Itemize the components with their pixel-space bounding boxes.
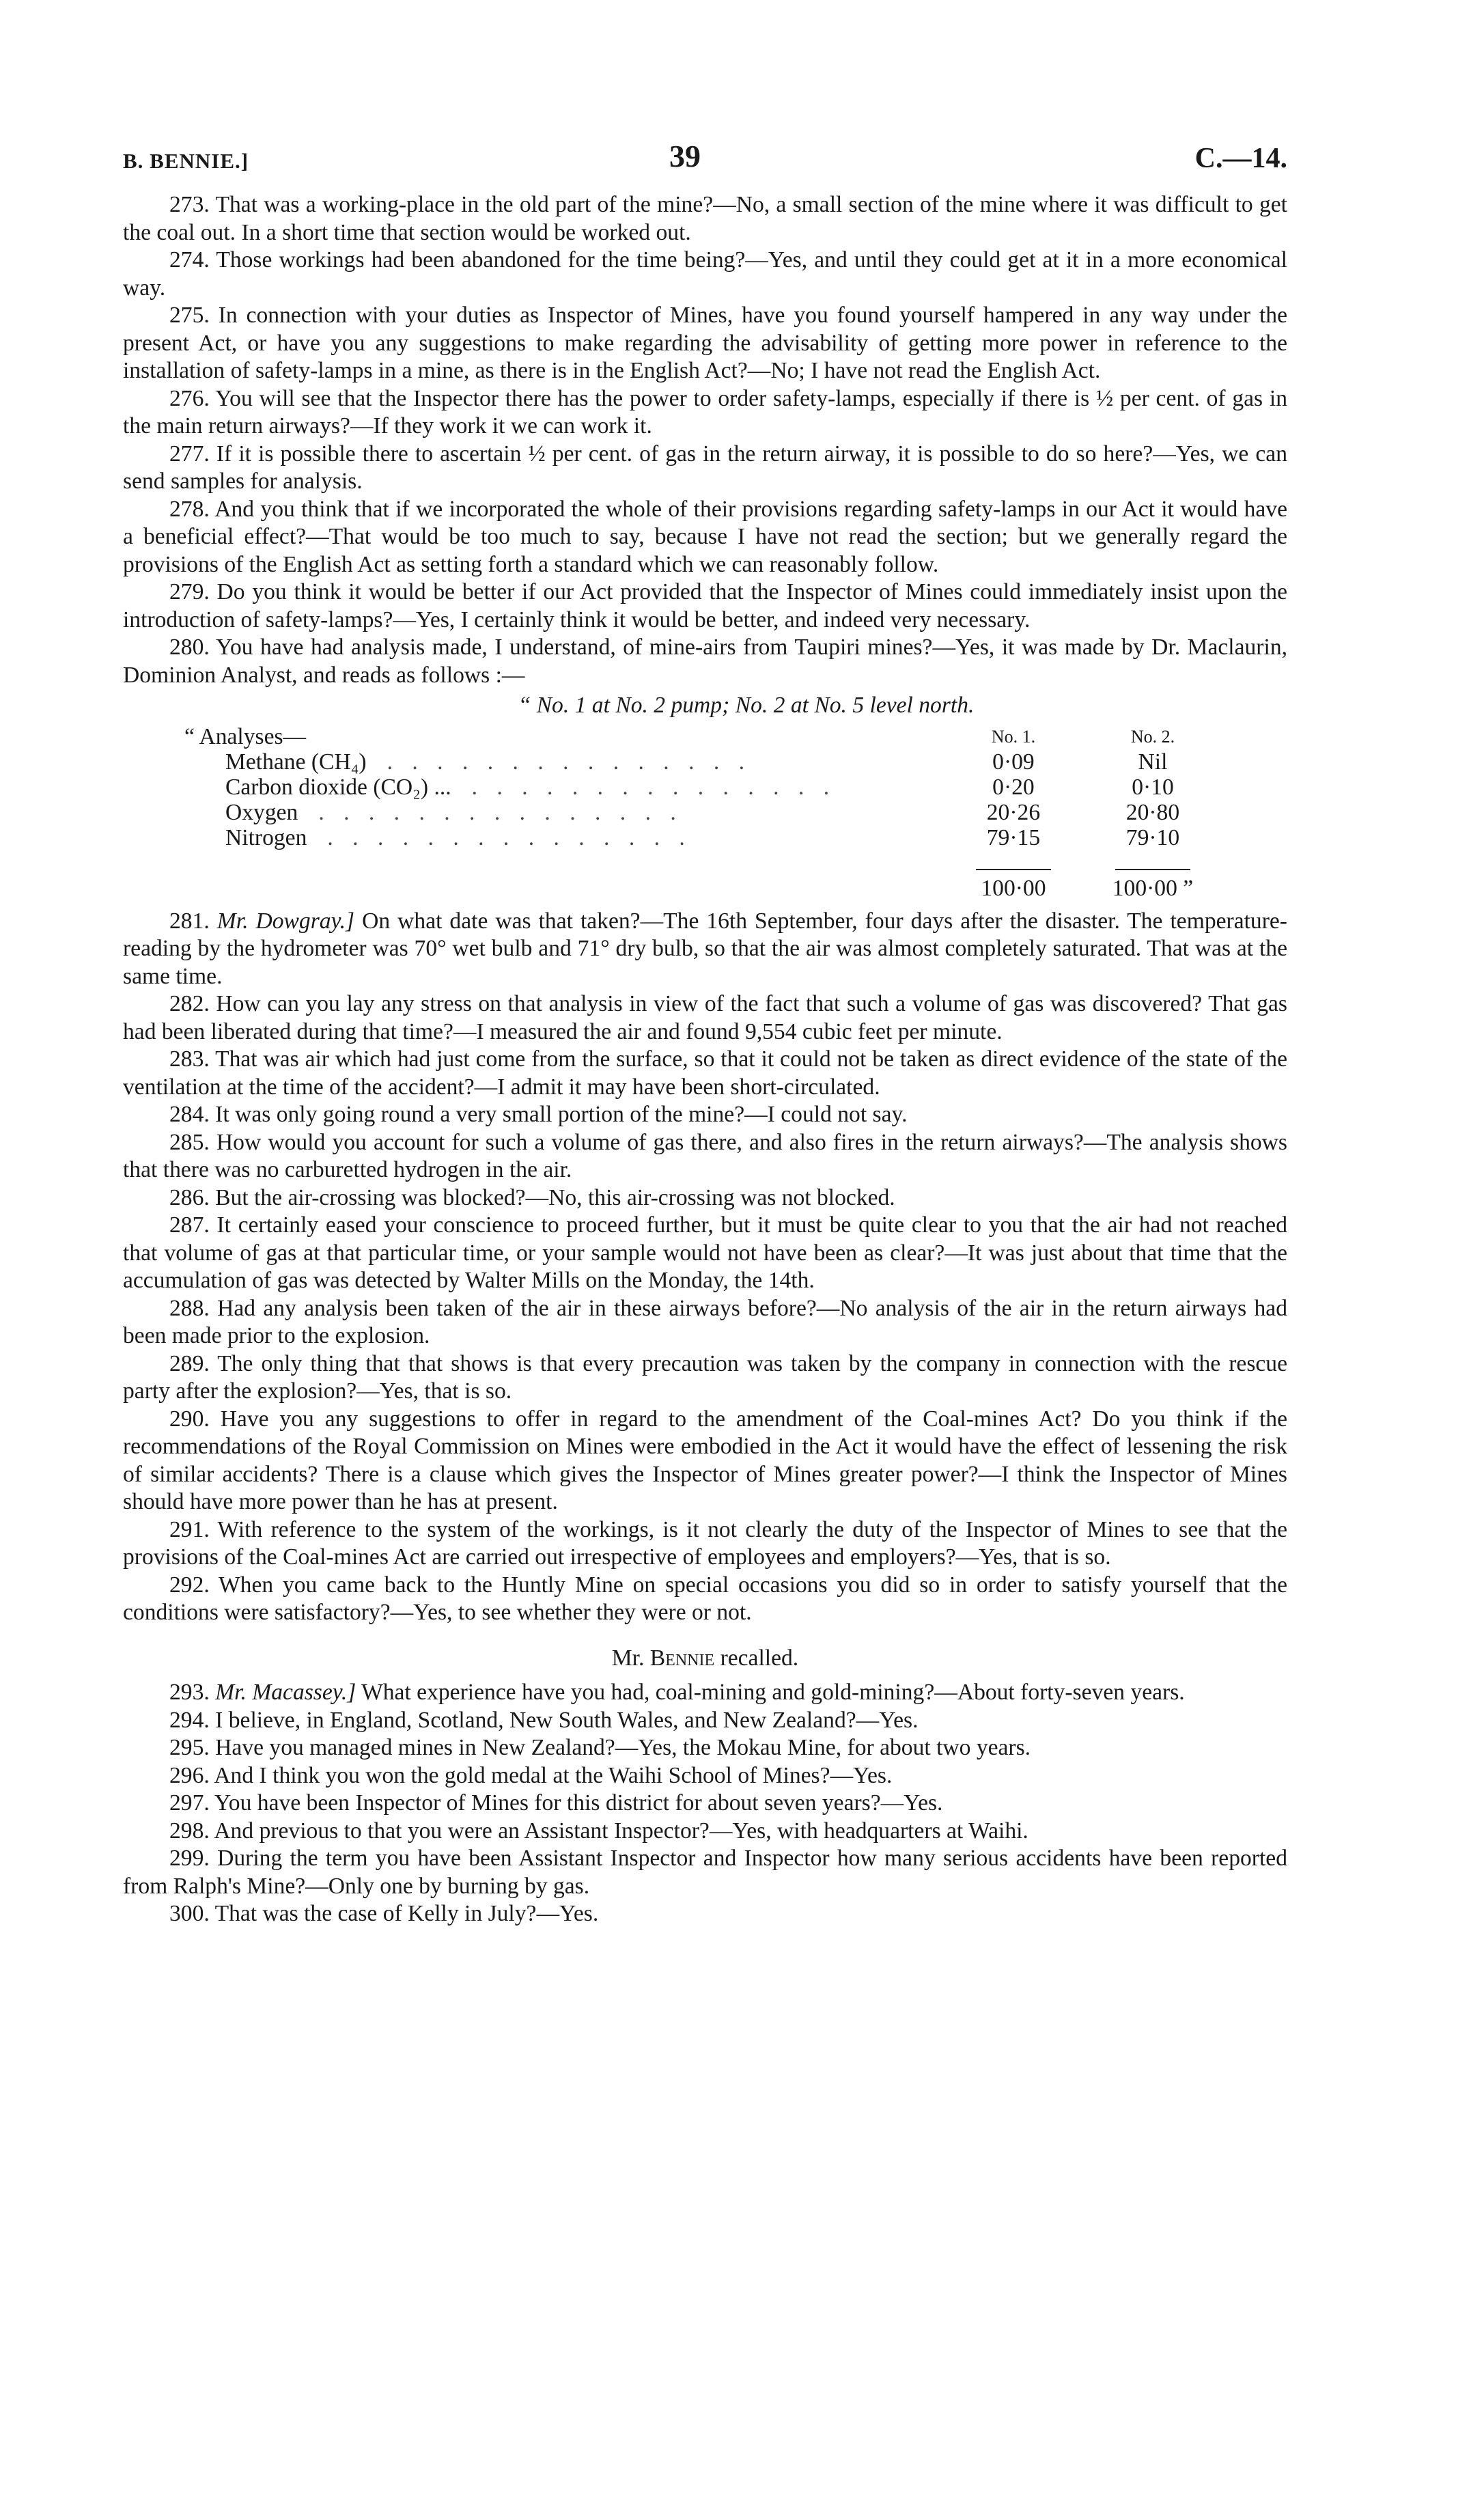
question-number: 296. xyxy=(169,1762,210,1788)
question-number: 274. xyxy=(169,247,210,273)
question-number: 273. xyxy=(169,192,210,217)
question-number: 275. xyxy=(169,303,210,328)
question-number: 289. xyxy=(169,1350,210,1376)
value-no1: 0·20 xyxy=(992,774,1035,800)
question-paragraph xyxy=(123,579,1287,634)
question-number: 282. xyxy=(169,991,210,1016)
question-paragraph xyxy=(123,385,1287,441)
running-header xyxy=(123,137,1287,191)
question-text: You have been Inspector of Mines for this district for about seven years?—Yes. xyxy=(214,1790,943,1816)
analysis-title: “ No. 1 at No. 2 pump; No. 2 at No. 5 level north. xyxy=(518,693,975,718)
section-heading-recalled xyxy=(123,1645,1287,1673)
question-paragraph xyxy=(123,302,1287,385)
gas-name: Methane (CH₄) xyxy=(225,749,367,775)
analysis-row xyxy=(184,825,1222,850)
column-header-no1: No. 1. xyxy=(991,726,1036,747)
question-paragraph xyxy=(123,191,1287,247)
analysis-row xyxy=(184,749,1222,775)
question-paragraph xyxy=(123,1707,1287,1735)
question-text: When you came back to the Huntly Mine on special occasions you did so in order to satisfy yourself that the conditions were satisfactory?—Yes, to see whether they were or not. xyxy=(123,1572,1287,1625)
question-paragraph xyxy=(123,1046,1287,1101)
question-text: That was a working-place in the old part of the mine?—No, a small section of the mine where it was difficult to get the coal out. In a short time that section would be worked out. xyxy=(123,192,1287,245)
question-paragraph xyxy=(123,908,1287,991)
body-text xyxy=(123,191,1287,1928)
question-text: Have you managed mines in New Zealand?—Yes, the Mokau Mine, for about two years. xyxy=(215,1735,1031,1760)
questions-293-300 xyxy=(123,1679,1287,1928)
leader-dots: . . . . . . . . . . . . . . . xyxy=(318,799,683,825)
question-paragraph xyxy=(123,990,1287,1046)
question-text: Do you think it would be better if our Act provided that the Inspector of Mines could immediately insist upon the introduction of safety-lamps?—Yes, I certainly think it would be better, and indeed very necessary. xyxy=(123,579,1287,632)
value-no1: 0·09 xyxy=(992,749,1035,775)
value-no2: 20·80 xyxy=(1125,799,1180,825)
analysis-rows xyxy=(184,749,1222,850)
question-number: 285. xyxy=(169,1129,210,1155)
question-text: Had any analysis been taken of the air in these airways before?—No analysis of the air in the return airways had been made prior to the explosion. xyxy=(123,1295,1287,1348)
value-no1: 79·15 xyxy=(986,824,1041,850)
question-text: During the term you have been Assistant Inspector and Inspector how many serious accidents have been reported from Ralph's Mine?—Only one by burning by gas. xyxy=(123,1846,1287,1899)
value-no2: Nil xyxy=(1138,749,1168,775)
analysis-row xyxy=(184,775,1222,800)
question-paragraph xyxy=(123,634,1287,689)
question-number: 297. xyxy=(169,1790,210,1816)
questions-273-280 xyxy=(123,191,1287,689)
document-page xyxy=(123,137,1287,1928)
total-no1: 100·00 xyxy=(981,875,1046,901)
speaker-name: Mr. Macassey.] xyxy=(215,1680,356,1705)
question-paragraph xyxy=(123,1845,1287,1900)
question-number: 286. xyxy=(169,1184,210,1210)
value-no2: 79·10 xyxy=(1125,824,1180,850)
leader-dots: . . . . . . . . . . . . . . . xyxy=(387,749,752,775)
question-text: But the air-crossing was blocked?—No, this air-crossing was not blocked. xyxy=(215,1184,895,1210)
value-no1: 20·26 xyxy=(986,799,1041,825)
question-text: It certainly eased your conscience to proceed further, but it must be quite clear to you that the air had not reached that volume of gas at that particular time, or your sample would not have been as clear?—It was just about that time that the accumulation of gas was detected by Walter Mills on the Monday, the 14th. xyxy=(123,1212,1287,1293)
recalled-suffix: recalled. xyxy=(720,1645,799,1671)
question-number: 284. xyxy=(169,1102,210,1127)
recalled-prefix: Mr. xyxy=(611,1645,645,1671)
question-text: That was the case of Kelly in July?—Yes. xyxy=(214,1901,599,1926)
question-paragraph xyxy=(123,1129,1287,1184)
question-number: 299. xyxy=(169,1846,210,1871)
question-paragraph xyxy=(123,1734,1287,1762)
leader-dots: . . . . . . . . . . . . . . . xyxy=(327,824,692,850)
question-number: 291. xyxy=(169,1516,210,1542)
column-header-no2: No. 2. xyxy=(1130,726,1175,747)
gas-name: Carbon dioxide (CO₂) ... xyxy=(225,774,451,800)
totals-row xyxy=(184,876,1222,901)
page-number: 39 xyxy=(669,139,701,173)
header-witness: B. BENNIE.] xyxy=(123,149,249,173)
question-text: On what date was that taken?—The 16th September, four days after the disaster. The temperature-reading by the hydrometer was 70° wet bulb and 71° dry bulb, so that the air was almost completely saturated. That was at the same time. xyxy=(123,908,1287,989)
question-text: With reference to the system of the workings, is it not clearly the duty of the Inspector of Mines to see that the provisions of the Coal-mines Act are carried out irrespective of employees and employers?—Yes, that is so. xyxy=(123,1516,1288,1570)
question-text: The only thing that that shows is that every precaution was taken by the company in connection with the rescue party after the explosion?—Yes, that is so. xyxy=(123,1350,1287,1404)
question-paragraph xyxy=(123,1516,1287,1572)
question-paragraph xyxy=(123,1295,1287,1350)
question-number: 290. xyxy=(169,1406,210,1432)
analysis-heading: “ Analyses— xyxy=(184,723,307,749)
analysis-row xyxy=(184,800,1222,825)
question-text: It was only going round a very small portion of the mine?—I could not say. xyxy=(215,1102,908,1127)
question-number: 281. xyxy=(169,908,210,934)
question-number: 287. xyxy=(169,1212,210,1238)
question-number: 276. xyxy=(169,385,210,411)
question-text: Those workings had been abandoned for the time being?—Yes, and until they could get at it in a more economical way. xyxy=(123,247,1287,301)
question-text: How can you lay any stress on that analysis in view of the fact that such a volume of gas was discovered? That gas had been liberated during that time?—I measured the air and found 9,554 cubic feet per minute. xyxy=(123,991,1287,1044)
question-number: 295. xyxy=(169,1735,210,1760)
question-text: Have you any suggestions to offer in regard to the amendment of the Coal-mines Act? Do you think if the recommendations of the Royal Commission on Mines were embodied in the Act it would have the effect of lessening the risk of similar accidents? There is a clause which gives the Inspector of Mines greater power?—I think the Inspector of Mines should have more power than he has at present. xyxy=(123,1406,1287,1514)
question-number: 288. xyxy=(169,1295,210,1321)
question-paragraph xyxy=(123,1679,1287,1707)
question-number: 292. xyxy=(169,1572,210,1598)
question-paragraph xyxy=(123,1350,1287,1406)
gas-name: Oxygen xyxy=(225,799,298,825)
question-paragraph xyxy=(123,441,1287,496)
total-no2: 100·00 ” xyxy=(1112,875,1194,901)
question-number: 279. xyxy=(169,579,210,604)
document-code: C.—14. xyxy=(1194,143,1287,174)
question-text: What experience have you had, coal-mining and gold-mining?—About forty-seven years. xyxy=(361,1680,1185,1705)
question-text: That was air which had just come from the surface, so that it could not be taken as direct evidence of the state of the ventilation at the time of the accident?—I admit it may have been short-circulated. xyxy=(123,1046,1287,1100)
question-number: 293. xyxy=(169,1680,210,1705)
question-text: If it is possible there to ascertain ½ per cent. of gas in the return airway, it is possible to do so here?—Yes, we can send samples for analysis. xyxy=(123,441,1287,494)
total-rule xyxy=(184,850,1222,876)
question-paragraph xyxy=(123,1762,1287,1790)
value-no2: 0·10 xyxy=(1132,774,1174,800)
question-text: I believe, in England, Scotland, New South Wales, and New Zealand?—Yes. xyxy=(215,1707,919,1733)
gas-name: Nitrogen xyxy=(225,824,307,850)
question-text: And previous to that you were an Assistant Inspector?—Yes, with headquarters at Waihi. xyxy=(214,1818,1028,1844)
question-number: 300. xyxy=(169,1901,210,1926)
question-paragraph xyxy=(123,1212,1287,1295)
question-text: You have had analysis made, I understand, of mine-airs from Taupiri mines?—Yes, it was made by Dr. Maclaurin, Dominion Analyst, and reads as follows :— xyxy=(123,635,1288,688)
question-paragraph xyxy=(123,1572,1287,1627)
question-paragraph xyxy=(123,1406,1287,1516)
question-paragraph xyxy=(123,1790,1287,1818)
recalled-name: Bennie xyxy=(649,1645,715,1671)
question-number: 278. xyxy=(169,496,210,522)
question-text: And I think you won the gold medal at the Waihi School of Mines?—Yes. xyxy=(214,1762,893,1788)
question-text: In connection with your duties as Inspector of Mines, have you found yourself hampered in any way under the present Act, or have you any suggestions to make regarding the advisability of getting more power in reference to the installation of safety-lamps in a mine, as there is in the English Act?—No; I have not read the English Act. xyxy=(123,303,1287,383)
leader-dots: . . . . . . . . . . . . . . . xyxy=(471,774,837,800)
question-number: 298. xyxy=(169,1818,210,1844)
question-paragraph xyxy=(123,496,1287,579)
speaker-name: Mr. Dowgray.] xyxy=(216,908,355,934)
analysis-table xyxy=(184,724,1222,901)
question-number: 277. xyxy=(169,441,210,467)
question-number: 294. xyxy=(169,1707,210,1733)
question-paragraph xyxy=(123,1900,1287,1928)
question-paragraph xyxy=(123,1184,1287,1212)
question-paragraph xyxy=(123,1101,1287,1129)
question-text: You will see that the Inspector there has the power to order safety-lamps, especially if there is ½ per cent. of gas in the main return airways?—If they work it we can work it. xyxy=(123,385,1287,439)
question-paragraph xyxy=(123,247,1287,302)
question-paragraph xyxy=(123,1818,1287,1846)
question-number: 283. xyxy=(169,1046,210,1072)
question-text: And you think that if we incorporated the whole of their provisions regarding safety-lamps in our Act it would have a beneficial effect?—That would be too much to say, because I have not read the section; but we generally regard the provisions of the English Act as setting forth a standard which we can reasonably follow. xyxy=(123,496,1287,577)
question-text: How would you account for such a volume of gas there, and also fires in the return airways?—The analysis shows that there was no carburetted hydrogen in the air. xyxy=(123,1129,1287,1182)
questions-281-292 xyxy=(123,908,1287,1627)
question-number: 280. xyxy=(169,635,210,660)
